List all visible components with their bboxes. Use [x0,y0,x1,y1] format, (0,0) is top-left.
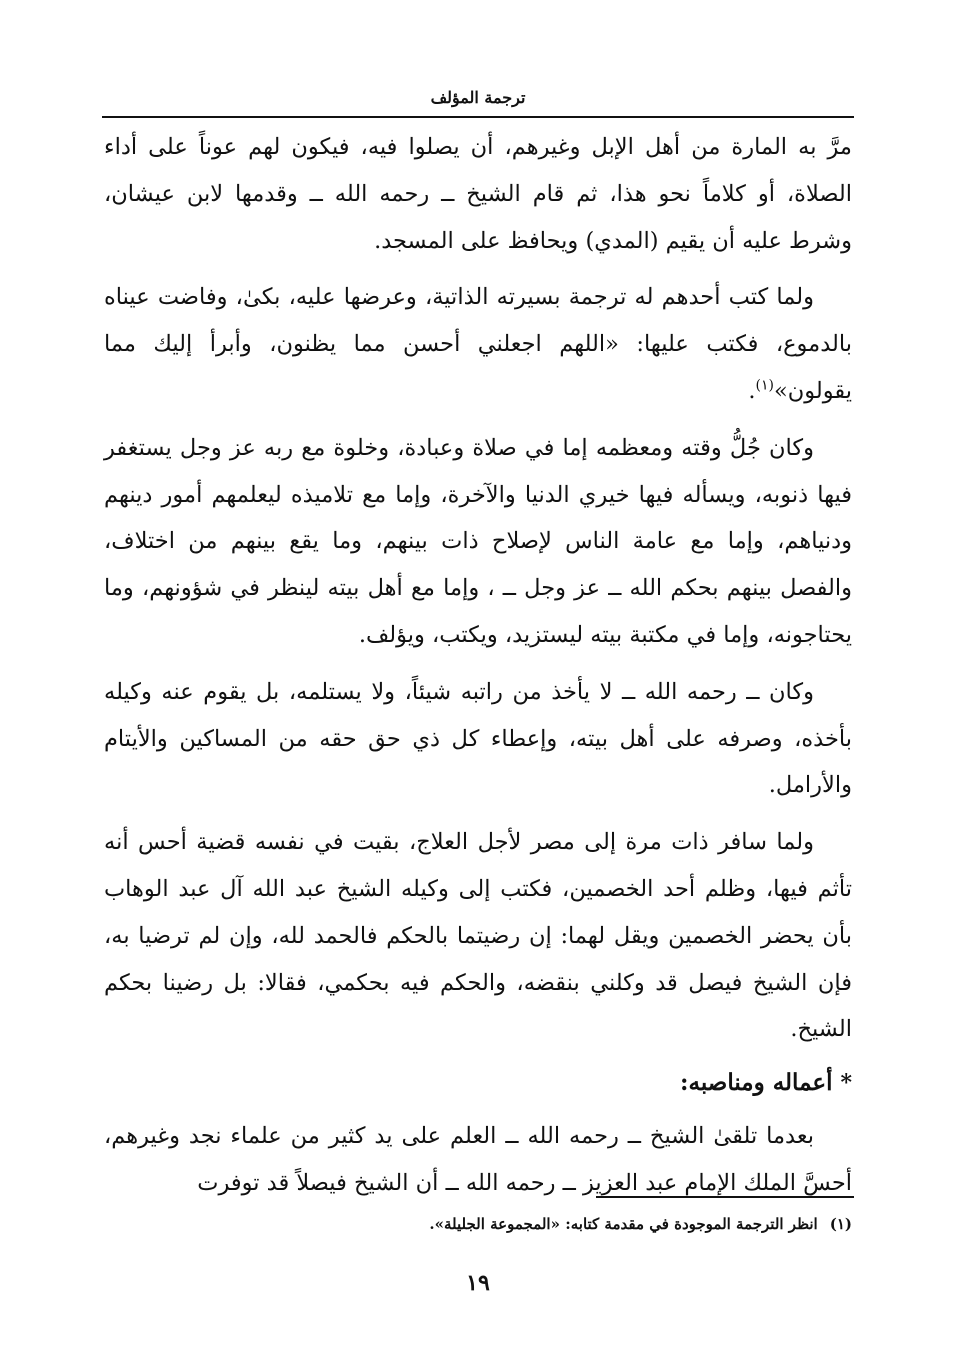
footnote-rule [596,1196,854,1198]
footnote-number: (١) [829,1215,852,1233]
footnote-text: انظر الترجمة الموجودة في مقدمة كتابه: «المجموعة الجليلة». [429,1215,818,1233]
section-heading-text: أعماله ومناصبه: [680,1069,833,1097]
header-rule [102,116,854,118]
footnote-reference[interactable]: (١) [755,377,774,394]
paragraph-2-text: ولما كتب أحدهم له ترجمة بسيرته الذاتية، وعرضها عليه، بكىٰ، وفاضت عيناه بالدموع، فكتب عليها: «اللهم اجعلني أحسن مما يظنون، وأبرأ إليك مما يقولون» [104,284,852,404]
main-text [104,124,852,1217]
asterisk-icon: * [840,1070,852,1097]
paragraph-5: ولما سافر ذات مرة إلى مصر لأجل العلاج، بقيت في نفسه قضية أحس أنه تأثم فيها، وظلم أحد الخصمين، فكتب إلى وكيله الشيخ عبد الله آل عبد الوهاب بأن يحضر الخصمين ويقل لهما: إن رضيتما بالحكم فالحمد لله، وإن لم ترضيا به، فإن الشيخ فيصل قد وكلني بنقضه، والحكم فيه بحكمي، فقالا: بل رضينا بحكم الشيخ. [104,829,852,1043]
paragraph-6: بعدما تلقىٰ الشيخ ــ رحمه الله ــ العلم على يد كثير من علماء نجد وغيرهم، أحسَّ الملك الإمام عبد العزيز ــ رحمه الله ــ أن الشيخ فيصلاً قد توفرت [104,1123,852,1196]
page-number: ١٩ [466,1270,490,1296]
footnote [104,1212,852,1236]
running-head-title: ترجمة المؤلف [430,88,526,107]
section-heading [104,1063,852,1103]
paragraph-3: وكان جُلُّ وقته ومعظمه إما في صلاة وعبادة، وخلوة مع ربه عز وجل يستغفر فيها ذنوبه، ويسأله فيها خيري الدنيا والآخرة، وإما مع تلاميذه ليعلمهم أمور دينهم ودنياهم، وإما مع عامة الناس لإصلاح ذات بينهم، وما يقع بينهم من اختلاف، والفصل بينهم بحكم الله ــ عز وجل ــ ، وإما مع أهل بيته لينظر في شؤونهم، وما يحتاجونه، وإما في مكتبة بيته ليستزيد، ويكتب، ويؤلف. [104,434,852,648]
paragraph-1: مرَّ به المارة من أهل الإبل وغيرهم، أن يصلوا فيه، فيكون لهم عوناً على أداء الصلاة، أو كلاماً نحو هذا، ثم قام الشيخ ــ رحمه الله ــ وقدمها لابن عيشان، وشرط عليه أن يقيم (المدي) ويحافظ على المسجد. [104,134,852,254]
paragraph-4: وكان ــ رحمه الله ــ لا يأخذ من راتبه شيئاً، ولا يستلمه، بل يقوم عنه وكيله بأخذه، وصرفه على أهل بيته، وإعطاء كل ذي حق حقه من المساكين والأيتام والأرامل. [104,678,852,799]
paragraph-2 [104,274,852,414]
paragraph-2-end: . [748,377,756,404]
